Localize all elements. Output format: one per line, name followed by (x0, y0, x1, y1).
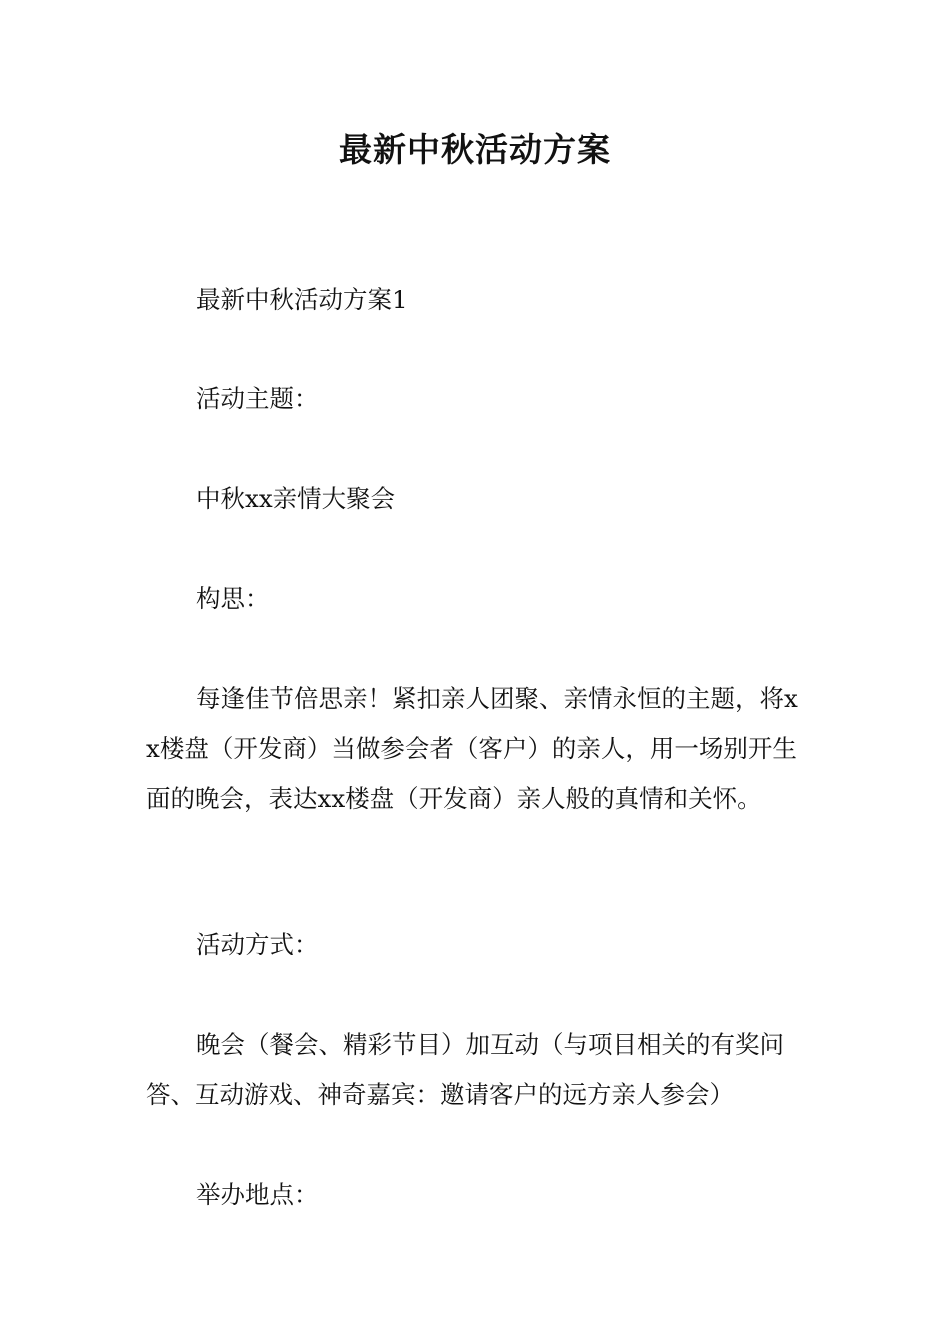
activity-theme-value: 中秋xx亲情大聚会 (196, 484, 396, 513)
concept-label: 构思： (196, 584, 270, 613)
venue-label: 举办地点： (196, 1180, 319, 1209)
activity-format-paragraph: 晚会（餐会、精彩节目）加互动（与项目相关的有奖问答、互动游戏、神奇嘉宾：邀请客户的远方亲人参会） (146, 1030, 784, 1109)
activity-theme-label: 活动主题： (196, 384, 319, 413)
document-title: 最新中秋活动方案 (339, 130, 611, 169)
activity-format-label: 活动方式： (196, 930, 319, 959)
section-heading: 最新中秋活动方案1 (196, 285, 408, 314)
concept-paragraph: 每逢佳节倍思亲！紧扣亲人团聚、亲情永恒的主题，将xx楼盘（开发商）当做参会者（客户）的亲人，用一场别开生面的晚会，表达xx楼盘（开发商）亲人般的真情和关怀。 (146, 684, 798, 813)
